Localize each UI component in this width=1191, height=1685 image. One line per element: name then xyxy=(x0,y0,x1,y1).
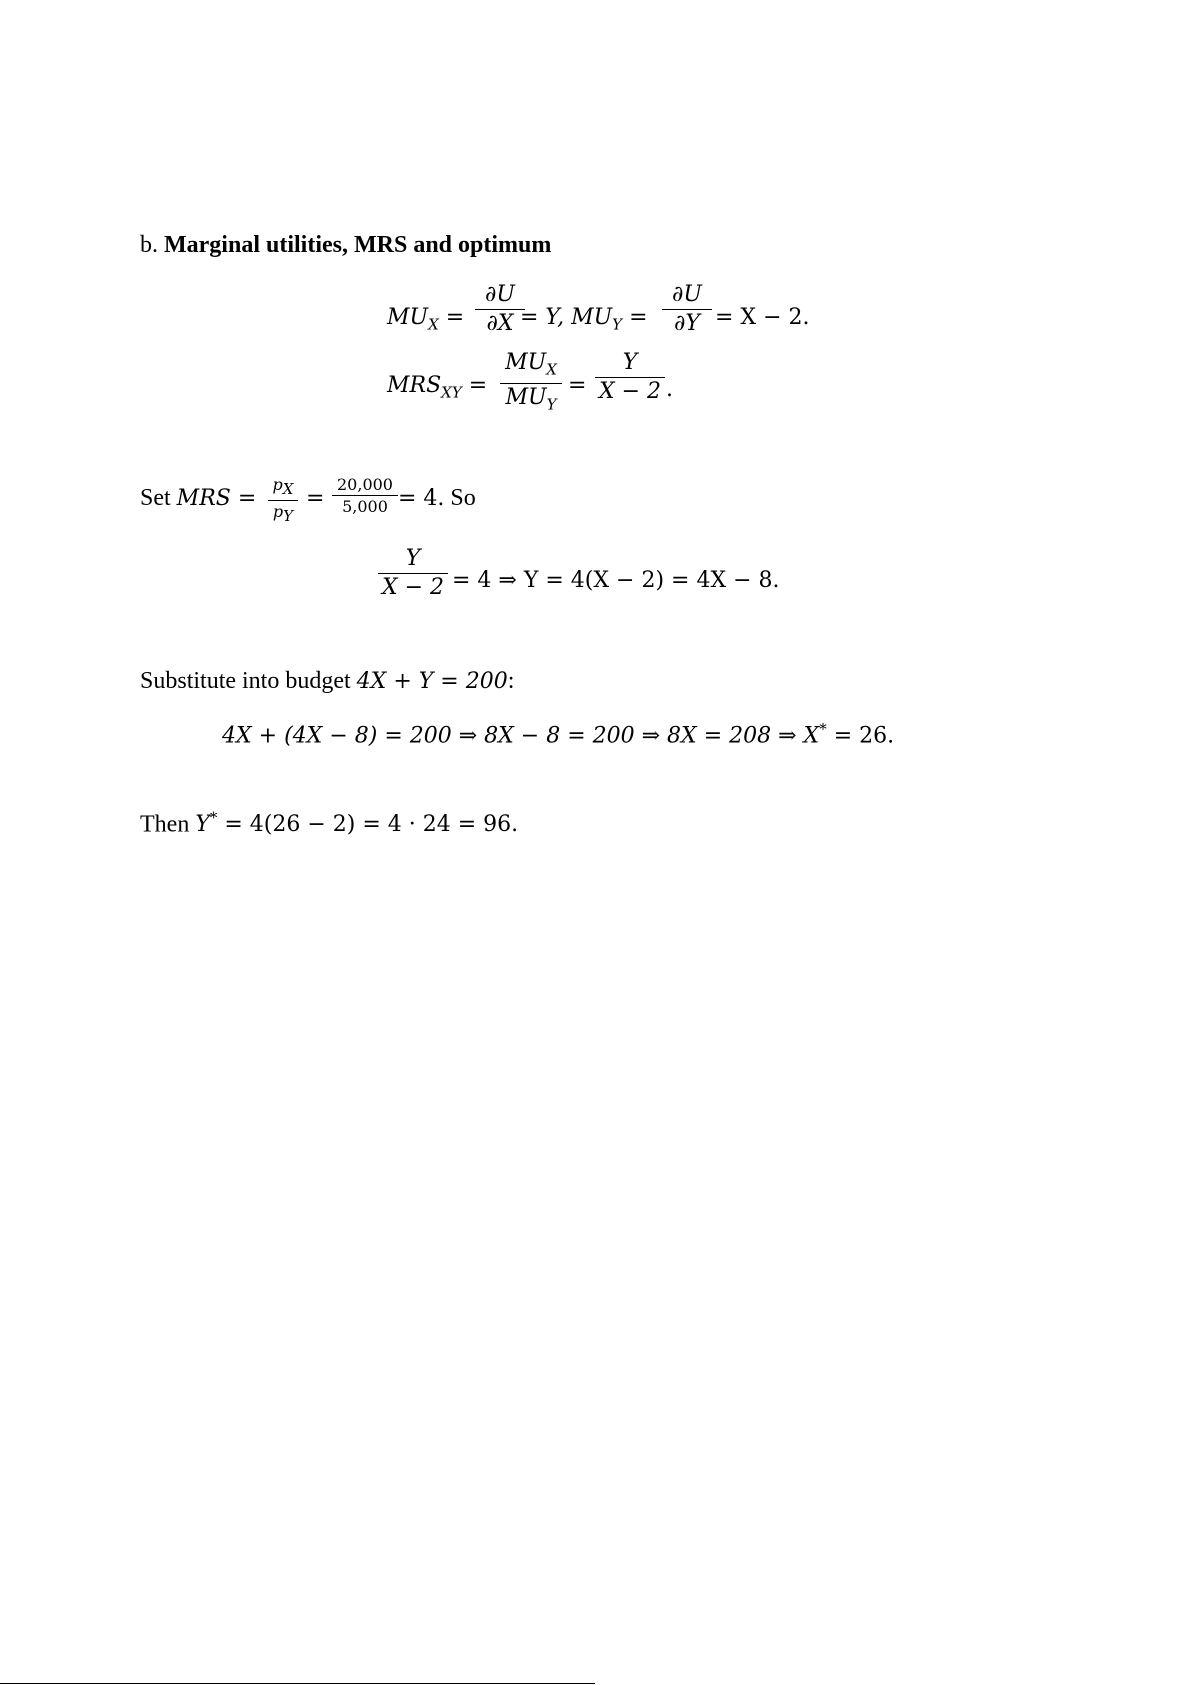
budget-equation: 4X + Y = 200 xyxy=(356,669,508,694)
section-prefix: b. xyxy=(140,232,158,258)
substitute-line xyxy=(140,668,514,695)
colon: : xyxy=(507,668,515,694)
fraction-denominator-subscript: Y xyxy=(283,507,294,526)
fraction-numerator-subscript: X xyxy=(546,360,557,379)
fraction-y-over-x-minus-2 xyxy=(378,546,448,601)
then-word: Then xyxy=(140,811,190,838)
solve-x-chain: 4X + (4X − 8) = 200 ⇒ 8X − 8 = 200 ⇒ 8X = 208 ⇒ X xyxy=(222,723,820,749)
section-title: Marginal utilities, MRS and optimum xyxy=(164,232,552,258)
fraction-numerator: ∂U xyxy=(485,282,515,307)
fraction-denominator: p xyxy=(272,502,284,522)
optimum-star: * xyxy=(819,720,827,738)
fraction-denominator: ∂X xyxy=(486,311,514,336)
y-symbol: Y xyxy=(195,812,210,838)
mu-x-symbol: MU xyxy=(387,305,429,330)
equation-solve-x xyxy=(222,720,894,748)
so-word: So xyxy=(450,485,476,511)
substitute-text: Substitute into budget xyxy=(140,668,351,694)
mu-x-subscript: X xyxy=(428,315,439,334)
fraction-du-dx xyxy=(475,282,525,337)
fraction-denominator: MU xyxy=(505,385,547,411)
fraction-denominator: X − 2 xyxy=(598,379,662,404)
then-line xyxy=(140,809,518,838)
fraction-denominator-subscript: Y xyxy=(546,395,557,414)
fraction-numerator: MU xyxy=(505,350,547,375)
fraction-numerator: p xyxy=(272,475,283,494)
fraction-numerator-subscript: X xyxy=(282,480,294,499)
mu-y-result: = X − 2. xyxy=(715,305,810,330)
fraction-numerator: ∂U xyxy=(672,282,702,307)
set-word: Set xyxy=(140,485,171,511)
mu-y-expression: = Y, MU xyxy=(520,305,613,330)
fraction-du-dy xyxy=(662,282,712,337)
fraction-price-values xyxy=(332,475,398,516)
fraction-denominator: 5,000 xyxy=(342,497,388,516)
mrs-subscript: XY xyxy=(441,383,462,402)
footnote-rule xyxy=(0,1683,595,1684)
fraction-numerator: Y xyxy=(405,546,421,571)
y-optimum-value: = 4(26 − 2) = 4 · 24 = 96. xyxy=(224,812,519,838)
tangency-result: = 4 ⇒ Y = 4(X − 2) = 4X − 8. xyxy=(452,568,780,593)
section-heading xyxy=(140,232,551,259)
fraction-y-over-x-minus-2 xyxy=(595,350,665,405)
fraction-numerator: 20,000 xyxy=(337,475,393,494)
fraction-numerator: Y xyxy=(622,350,638,375)
mrs-symbol: MRS xyxy=(387,373,442,398)
x-optimum-value: = 26. xyxy=(833,723,895,749)
fraction-denominator: X − 2 xyxy=(381,575,445,600)
fraction-price-ratio xyxy=(268,475,298,526)
optimum-star: * xyxy=(209,809,218,827)
mu-y-subscript: Y xyxy=(612,315,623,334)
fraction-mu-ratio xyxy=(500,350,562,418)
equation-period: . xyxy=(666,377,673,402)
mrs-symbol: MRS xyxy=(176,486,231,511)
fraction-denominator: ∂Y xyxy=(674,311,700,336)
mrs-result: = 4. xyxy=(398,486,445,511)
